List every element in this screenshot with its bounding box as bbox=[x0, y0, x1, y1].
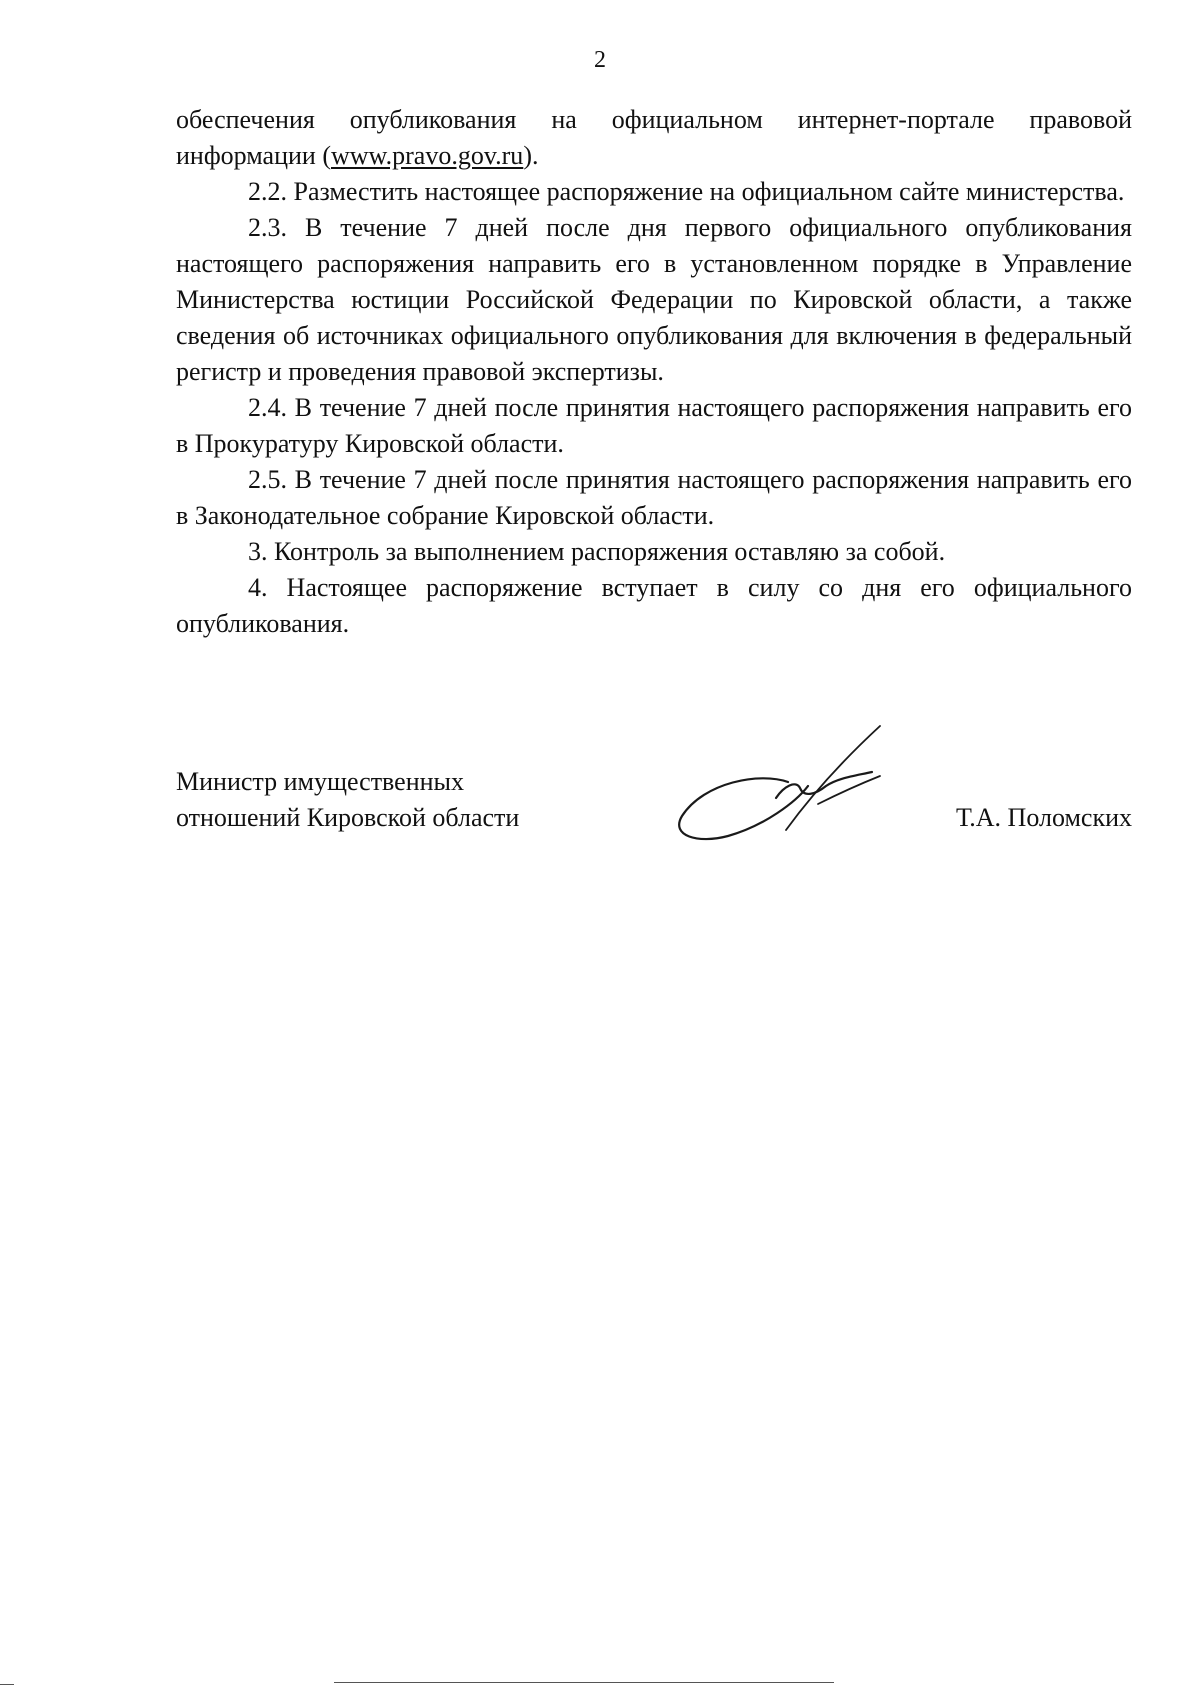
paragraph-2-5: 2.5. В течение 7 дней после принятия настоящего распоряжения направить его в Законодательное собрание Кировской области. bbox=[176, 465, 1132, 530]
paragraph-text-end: ). bbox=[523, 141, 539, 170]
page-number: 2 bbox=[594, 47, 606, 73]
paragraph-2-2: 2.2. Разместить настоящее распоряжение на официальном сайте министерства. bbox=[248, 177, 1125, 206]
handwritten-signature bbox=[668, 720, 918, 850]
paragraph-4: 4. Настоящее распоряжение вступает в силу со дня его официального опубликования. bbox=[176, 573, 1132, 638]
pravo-portal-link[interactable]: www.pravo.gov.ru bbox=[331, 141, 524, 170]
document-body bbox=[176, 102, 1132, 642]
paragraph-continuation bbox=[176, 102, 1132, 174]
footer-rule bbox=[334, 1682, 834, 1683]
signer-title-line-1: Министр имущественных bbox=[176, 767, 465, 796]
paragraph-3: 3. Контроль за выполнением распоряжения оставляю за собой. bbox=[248, 537, 946, 566]
margin-tick bbox=[0, 1684, 14, 1685]
paragraph-2-3: 2.3. В течение 7 дней после дня первого официального опубликования настоящего распоряжения направить его в установленном порядке в Управление Министерства юстиции Российской Федерации по Кировской области, а также сведения об источниках официального опубликования для включения в федеральный регистр и проведения правовой экспертизы. bbox=[176, 213, 1132, 386]
signer-title bbox=[176, 764, 596, 836]
signature-block bbox=[176, 764, 1132, 844]
paragraph-2-4: 2.4. В течение 7 дней после принятия настоящего распоряжения направить его в Прокуратуру Кировской области. bbox=[176, 393, 1132, 458]
paragraph-text: обеспечения опубликования на официальном интернет-портале правовой информации ( bbox=[176, 105, 1132, 170]
signer-title-line-2: отношений Кировской области bbox=[176, 803, 520, 832]
signer-name: Т.А. Поломских bbox=[955, 803, 1132, 832]
